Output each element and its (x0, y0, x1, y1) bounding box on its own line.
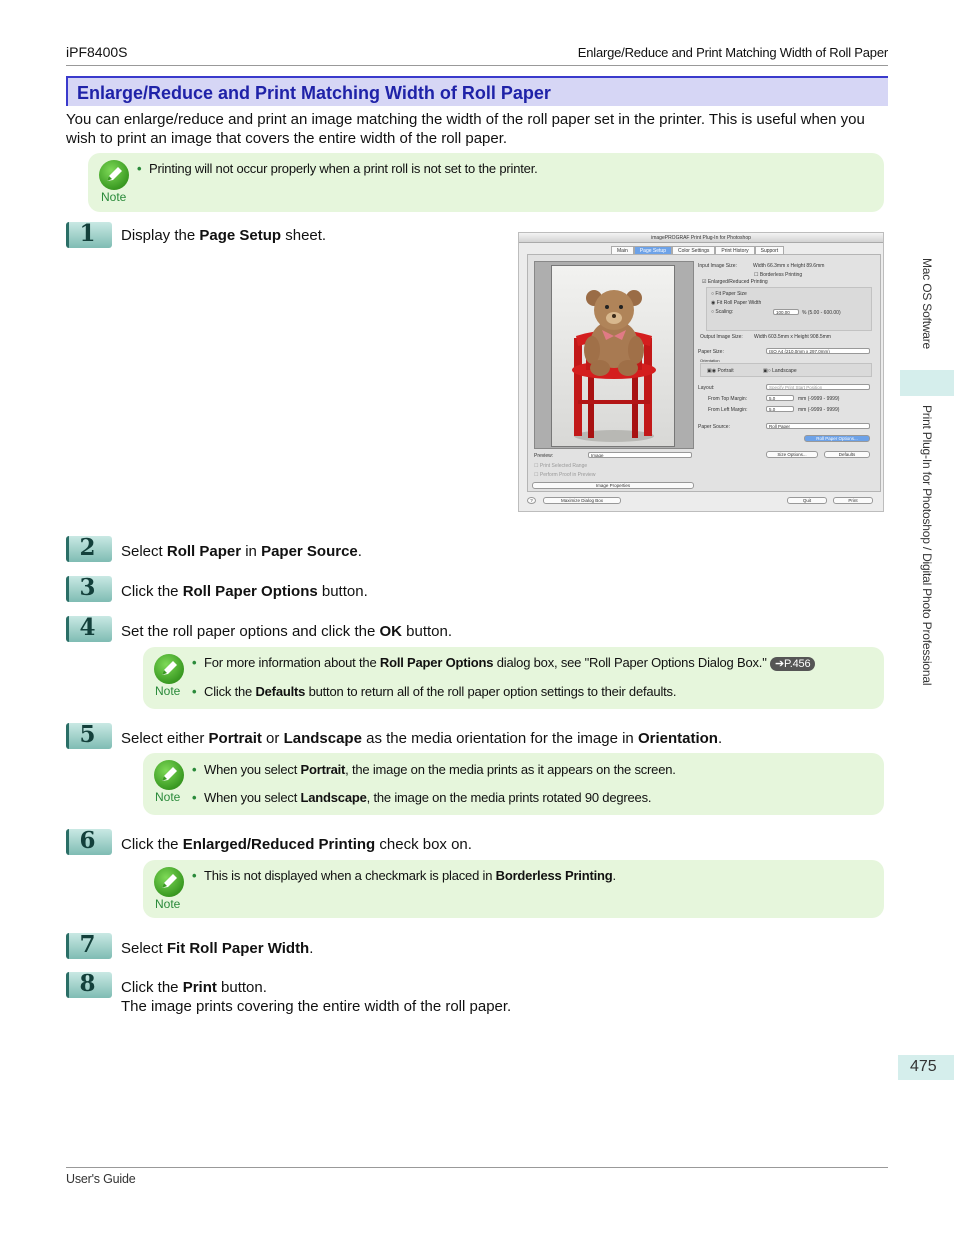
page-setup-screenshot (518, 232, 884, 512)
step-number-7: 7 (66, 933, 112, 959)
step-6-text: Click the Enlarged/Reduced Printing check box on. (121, 836, 472, 853)
scaling-group (706, 287, 872, 331)
note-item: • For more information about the Roll Paper Options dialog box, see "Roll Paper Options Dialog Box." ➔P.456 (192, 655, 815, 671)
perform-proof-checkbox[interactable]: ☐ Perform Proof in Preview (534, 472, 596, 478)
step-number-4: 4 (66, 616, 112, 642)
note-item: • Printing will not occur properly when a print roll is not set to the printer. (137, 161, 538, 176)
defaults-button[interactable]: Defaults (824, 451, 870, 458)
step-5-text: Select either Portrait or Landscape as the media orientation for the image in Orientation. (121, 730, 723, 747)
top-margin-label: From Top Margin: (708, 396, 748, 402)
note-item: • This is not displayed when a checkmark is placed in Borderless Printing. (192, 868, 616, 883)
paper-size-select[interactable]: ISO A4 (210.0mm x 297.0mm) (766, 348, 870, 354)
left-margin-label: From Left Margin: (708, 407, 748, 413)
header-divider (66, 65, 888, 66)
window-title: imagePROGRAF Print Plug-In for Photoshop (519, 233, 883, 243)
layout-select[interactable]: Specify Print Start Position (766, 384, 870, 390)
tab-page-setup[interactable]: Page Setup (634, 246, 672, 255)
output-size-label: Output Image Size: (700, 334, 743, 340)
step-number-6: 6 (66, 829, 112, 855)
print-button[interactable]: Print (833, 497, 873, 504)
step-number-3: 3 (66, 576, 112, 602)
layout-label: Layout: (698, 385, 715, 391)
pencil-icon (154, 867, 184, 897)
note-item: • When you select Landscape, the image on the media prints rotated 90 degrees. (192, 790, 652, 805)
note-label: Note (155, 684, 181, 698)
page-reference-link[interactable]: ➔P.456 (770, 657, 815, 671)
input-image-size-value: Width 66.3mm x Height 89.6mm (753, 263, 825, 269)
step-8-result: The image prints covering the entire width of the roll paper. (121, 998, 512, 1015)
page-number: 475 (910, 1058, 937, 1075)
side-tab-print-plugin[interactable]: Print Plug-In for Photoshop / Digital Photo Professional (920, 405, 934, 686)
note-item: • Click the Defaults button to return all of the roll paper option settings to their defaults. (192, 684, 677, 699)
print-selected-checkbox[interactable]: ☐ Print Selected Range (534, 463, 588, 469)
tab-print-history[interactable]: Print History (715, 246, 754, 255)
note-box-step-5 (143, 753, 884, 815)
left-margin-range: mm (-9999 - 9999) (798, 407, 840, 413)
paper-source-label: Paper Source: (698, 424, 730, 430)
step-number-2: 2 (66, 536, 112, 562)
preview-area (534, 261, 694, 449)
input-image-size-label: Input Image Size: (698, 263, 737, 269)
step-number-5: 5 (66, 723, 112, 749)
section-title-bar (66, 76, 888, 106)
step-7-text: Select Fit Roll Paper Width. (121, 940, 314, 957)
scaling-input[interactable]: 100.00 (773, 309, 799, 315)
pencil-icon (154, 654, 184, 684)
borderless-checkbox[interactable]: ☐ Borderless Printing (754, 272, 803, 278)
paper-size-label: Paper Size: (698, 349, 724, 355)
top-margin-input[interactable]: 5.0 (766, 395, 794, 401)
fit-paper-radio[interactable]: ○ Fit Paper Size (711, 291, 747, 297)
intro-paragraph: You can enlarge/reduce and print an image matching the width of the roll paper set in the printer. This is useful when you wish to print an image that covers the entire width of the roll paper. (66, 111, 865, 147)
step-8-text: Click the Print button. The image prints covering the entire width of the roll paper. (121, 979, 512, 1015)
side-tab-highlight (900, 370, 954, 396)
enlarged-checkbox[interactable]: ☑ Enlarged/Reduced Printing (702, 279, 768, 285)
note-box-top (88, 153, 884, 212)
step-number-8: 8 (66, 972, 112, 998)
help-button[interactable]: ? (527, 497, 536, 504)
output-size-value: Width 603.5mm x Height 908.5mm (754, 334, 831, 340)
page-number-box (898, 1055, 954, 1080)
orientation-label: Orientation (700, 358, 720, 363)
step-1-text: Display the Page Setup sheet. (121, 227, 327, 244)
tab-support[interactable]: Support (755, 246, 785, 255)
fit-roll-radio[interactable]: ◉ Fit Roll Paper Width (711, 300, 762, 306)
scaling-range: % (5.00 - 600.00) (802, 310, 841, 316)
pencil-icon (154, 760, 184, 790)
preview-label: Preview: (534, 453, 554, 459)
teddy-bear-photo (551, 265, 675, 447)
note-box-step-4 (143, 647, 884, 709)
tab-main[interactable]: Main (611, 246, 634, 255)
quit-button[interactable]: Quit (787, 497, 827, 504)
scaling-radio[interactable]: ○ Scaling: (711, 309, 734, 315)
image-properties-button[interactable]: Image Properties (532, 482, 694, 489)
note-box-step-6 (143, 860, 884, 918)
header-model: iPF8400S (66, 44, 128, 60)
note-label: Note (155, 897, 181, 911)
preview-select[interactable]: Image (588, 452, 692, 458)
note-label: Note (101, 190, 127, 204)
step-4-text: Set the roll paper options and click the OK button. (121, 623, 453, 640)
page-setup-panel (527, 254, 881, 492)
size-options-button[interactable]: Size Options... (766, 451, 818, 458)
step-3-text: Click the Roll Paper Options button. (121, 583, 368, 600)
maximize-dialog-button[interactable]: Maximize Dialog Box (543, 497, 621, 504)
orientation-group (700, 363, 872, 377)
section-title: Enlarge/Reduce and Print Matching Width of Roll Paper (77, 83, 551, 103)
side-tab-mac-os-software[interactable]: Mac OS Software (920, 258, 934, 350)
note-item: • When you select Portrait, the image on the media prints as it appears on the screen. (192, 762, 676, 777)
landscape-radio[interactable]: ▣○ Landscape (763, 368, 797, 374)
paper-source-select[interactable]: Roll Paper (766, 423, 870, 429)
pencil-icon (99, 160, 129, 190)
top-margin-range: mm (-9999 - 9999) (798, 396, 840, 402)
footer-divider (66, 1167, 888, 1168)
step-number-1: 1 (66, 222, 112, 248)
footer-text: User's Guide (66, 1172, 136, 1186)
roll-paper-options-button[interactable]: Roll Paper Options... (804, 435, 870, 442)
step-2-text: Select Roll Paper in Paper Source. (121, 543, 362, 560)
left-margin-input[interactable]: 5.0 (766, 406, 794, 412)
note-label: Note (155, 790, 181, 804)
portrait-radio[interactable]: ▣◉ Portrait (707, 368, 734, 374)
tab-color-settings[interactable]: Color Settings (672, 246, 715, 255)
header-section: Enlarge/Reduce and Print Matching Width of Roll Paper (577, 45, 888, 60)
